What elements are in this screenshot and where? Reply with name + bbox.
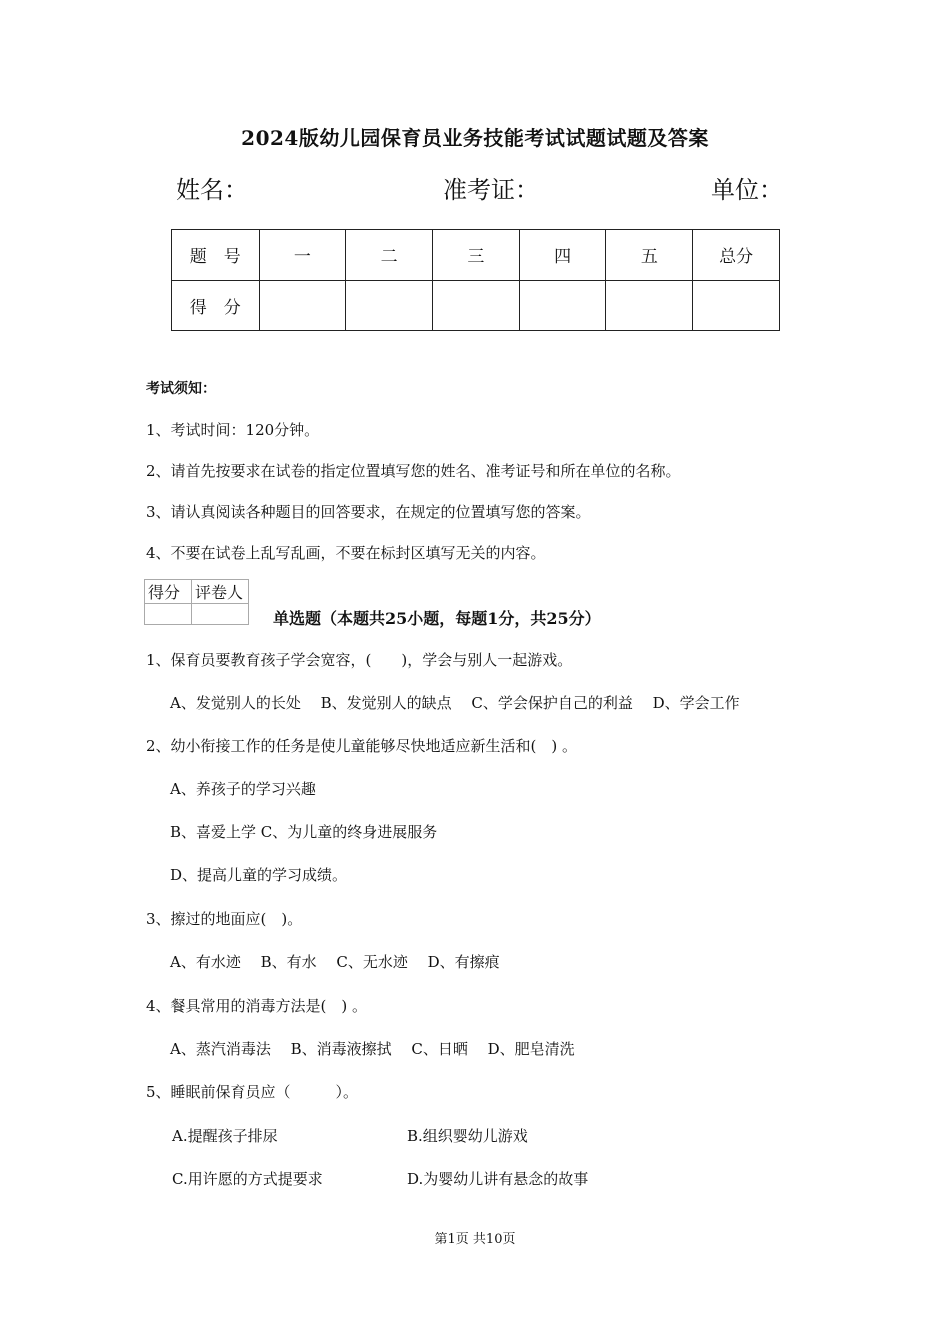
score-header-cell: 三 bbox=[433, 230, 520, 281]
question-option: D.为婴幼儿讲有悬念的故事 bbox=[407, 1170, 589, 1188]
score-header-cell: 四 bbox=[519, 230, 606, 281]
unit-label: 单位： bbox=[711, 176, 783, 204]
score-header-cell: 二 bbox=[346, 230, 433, 281]
question-options: A、蒸汽消毒法 B、消毒液擦拭 C、日晒 D、肥皂清洗 bbox=[170, 1040, 575, 1058]
question-option: B、喜爱上学 C、为儿童的终身进展服务 bbox=[170, 823, 438, 841]
grader-reviewer-cell bbox=[192, 604, 249, 625]
score-header-cell: 总分 bbox=[693, 230, 780, 281]
score-entry-cell bbox=[606, 280, 693, 331]
name-label: 姓名： bbox=[176, 176, 248, 204]
notice-item: 1、考试时间：120分钟。 bbox=[146, 421, 320, 439]
score-entry-cell bbox=[259, 280, 346, 331]
grader-reviewer-label: 评卷人 bbox=[192, 580, 249, 604]
question-stem: 2、幼小衔接工作的任务是使儿童能够尽快地适应新生活和( ) 。 bbox=[146, 737, 578, 755]
score-table bbox=[171, 229, 780, 331]
question-options: A、有水迹 B、有水 C、无水迹 D、有擦痕 bbox=[170, 953, 500, 971]
score-header-cell: 五 bbox=[606, 230, 693, 281]
score-header-cell: 题 号 bbox=[172, 230, 260, 281]
notice-heading: 考试须知： bbox=[146, 381, 216, 397]
score-entry-cell bbox=[433, 280, 520, 331]
question-stem: 1、保育员要教育孩子学会宽容，( )，学会与别人一起游戏。 bbox=[146, 651, 573, 669]
grader-box bbox=[144, 579, 249, 625]
notice-item: 3、请认真阅读各种题目的回答要求，在规定的位置填写您的答案。 bbox=[146, 503, 591, 521]
notice-item: 2、请首先按要求在试卷的指定位置填写您的姓名、准考证号和所在单位的名称。 bbox=[146, 462, 681, 480]
question-stem: 4、餐具常用的消毒方法是( ) 。 bbox=[146, 997, 368, 1015]
grader-score-label: 得分 bbox=[145, 580, 192, 604]
score-entry-cell bbox=[346, 280, 433, 331]
score-table-header-row bbox=[172, 230, 780, 281]
exam-number-label: 准考证： bbox=[443, 176, 539, 204]
question-stem: 3、擦过的地面应( )。 bbox=[146, 910, 303, 928]
question-option: A.提醒孩子排尿 bbox=[172, 1127, 278, 1145]
page-footer: 第1页 共10页 bbox=[434, 1232, 516, 1247]
score-header-cell: 一 bbox=[259, 230, 346, 281]
question-option: C.用许愿的方式提要求 bbox=[172, 1170, 323, 1188]
question-options: A、发觉别人的长处 B、发觉别人的缺点 C、学会保护自己的利益 D、学会工作 bbox=[170, 694, 740, 712]
grader-score-cell bbox=[145, 604, 192, 625]
question-option: D、提高儿童的学习成绩。 bbox=[170, 866, 348, 884]
page-title: 2024版幼儿园保育员业务技能考试试题试题及答案 bbox=[241, 126, 709, 150]
question-option: A、养孩子的学习兴趣 bbox=[170, 780, 316, 798]
question-option: B.组织婴幼儿游戏 bbox=[407, 1127, 528, 1145]
section-title: 单选题（本题共25小题，每题1分，共25分） bbox=[273, 609, 601, 628]
score-entry-cell bbox=[519, 280, 606, 331]
score-row-label: 得 分 bbox=[172, 280, 260, 331]
score-table-score-row bbox=[172, 280, 780, 331]
question-stem: 5、睡眠前保育员应（ ）。 bbox=[146, 1083, 359, 1101]
score-entry-cell bbox=[693, 280, 780, 331]
notice-item: 4、不要在试卷上乱写乱画，不要在标封区填写无关的内容。 bbox=[146, 544, 546, 562]
